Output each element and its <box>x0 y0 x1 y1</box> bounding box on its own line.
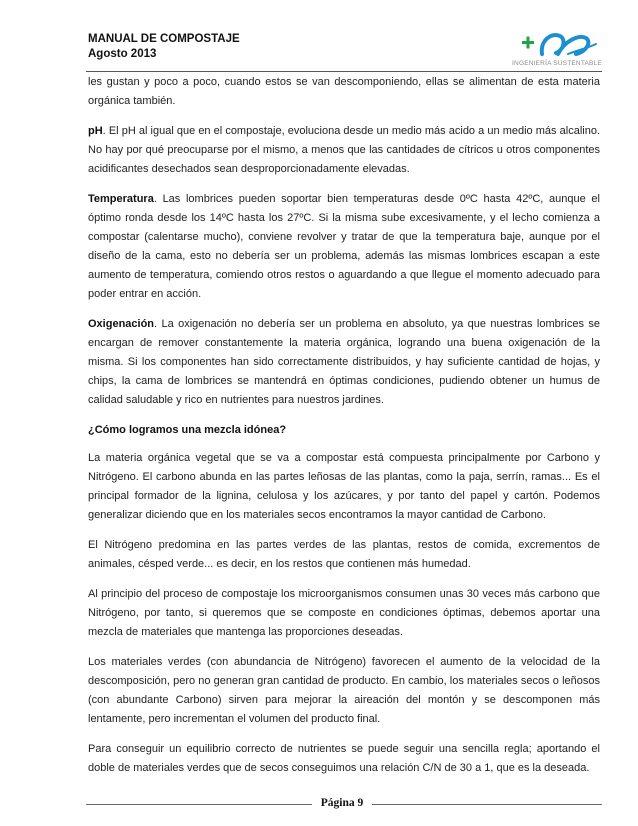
paragraph-carbono: La materia orgánica vegetal que se va a compostar está compuesta principalmente por Carbono y Nitrógeno. El carbono abunda en las partes leñosas de las plantas, como la paja, serrín, ramas... Es el principal formador de la lignina, celulosa y los azúcares, y por tanto del papel y cartón. Podemos generalizar diciendo que en los materiales secos encontramos la mayor cantidad de Carbono. <box>88 452 600 521</box>
term-temperatura: Temperatura <box>88 193 154 205</box>
document-date: Agosto 2013 <box>88 48 157 60</box>
paragraph-ph <box>88 122 600 179</box>
logo-swoosh-mark <box>542 35 589 54</box>
document-header <box>88 32 240 62</box>
term-oxigenacion: Oxigenación <box>88 318 155 330</box>
page-number: Página 9 <box>320 797 364 809</box>
section-heading-mezcla: ¿Cómo logramos una mezcla idónea? <box>88 424 287 436</box>
paragraph-materiales: Los materiales verdes (con abundancia de Nitrógeno) favorecen el aumento de la velocidad de la descomposición, pero no generan gran cantidad de producto. En cambio, los materiales secos o leñosos (con abundante Carbono) sirven para mejorar la aireación del montón y se descomponen más lentamente, pero incrementan el volumen del producto final. <box>88 656 600 725</box>
paragraph-oxigenacion <box>88 315 600 410</box>
logo-plus-icon <box>522 37 534 49</box>
paragraph-oxigenacion-text: . La oxigenación no debería ser un problema en absoluto, ya que nuestras lombrices se encargan de remover constantemente la materia orgánica, logrando una buena oxigenación de la misma. Si los componentes han sido correctamente distribuidos, y hay suficiente cantidad de hojas, y chips, la cama de lombrices se mantendrá en óptimas condiciones, pudiendo obtener un humus de calidad saludable y rico en nutrientes para nuestros jardines. <box>88 318 600 406</box>
paragraph-proceso: Al principio del proceso de compostaje los microorganismos consumen unas 30 veces más carbono que Nitrógeno, por tanto, si queremos que se composte en condiciones óptimas, debemos aportar una mezcla de materiales que mantenga las proporciones deseadas. <box>88 588 600 638</box>
logo-caption: INGENIERÍA SUSTENTABLE <box>512 60 602 67</box>
document-title: MANUAL DE COMPOSTAJE <box>88 33 240 45</box>
paragraph-ph-text: . El pH al igual que en el compostaje, evoluciona desde un medio más acido a un medio más alcalino. No hay por qué preocuparse por el mismo, a menos que las cantidades de cítricos u otros componentes acidificantes desechados sean desproporcionadamente elevadas. <box>88 125 600 175</box>
paragraph-intro: les gustan y poco a poco, cuando estos se van descomponiendo, ellas se alimentan de esta materia orgánica también. <box>88 76 600 107</box>
paragraph-nitrogeno: El Nitrógeno predomina en las partes verdes de las plantas, restos de comida, excrementos de animales, césped verde... es decir, en los restos que contienen más humedad. <box>88 539 600 570</box>
footer-divider-left <box>86 804 312 805</box>
page-content <box>88 73 600 789</box>
paragraph-temperatura-text: . Las lombrices pueden soportar bien temperaturas desde 0ºC hasta 42ºC, aunque el óptimo ronda desde los 14ºC hasta los 27ºC. Si la misma sube excesivamente, y el lecho comienza a compostar (calentarse mucho), conviene revolver y tratar de que la temperatura baje, aunque por el diseño de la cama, esto no debería ser un problema, además las mismas lombrices escapan a este aumento de temperatura, comiendo otros restos o aguardando a que llegue el momento adecuado para poder entrar en acción. <box>88 193 600 300</box>
paragraph-temperatura <box>88 190 600 304</box>
header-divider <box>86 71 602 72</box>
footer-divider-right <box>372 804 602 805</box>
paragraph-regla: Para conseguir un equilibrio correcto de nutrientes se puede seguir una sencilla regla; aportando el doble de materiales verdes que de secos conseguimos una relación C/N de 30 a 1, que es la deseada. <box>88 743 600 774</box>
term-ph: pH <box>88 125 103 137</box>
